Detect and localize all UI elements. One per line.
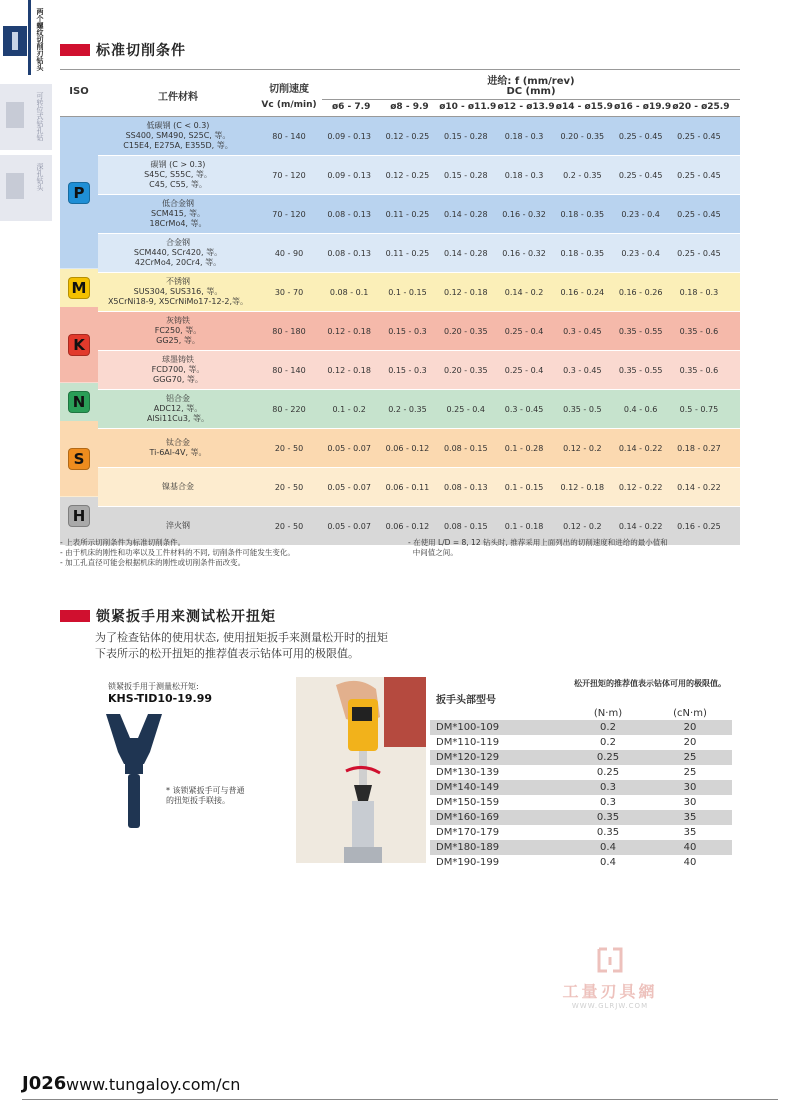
feed-cell: 0.18 - 0.3 [679,287,719,297]
nm-cell: 0.25 [596,767,620,778]
nm-cell: 0.35 [596,827,620,838]
iso-badge: P [68,182,90,204]
wrench-label: 锁紧扳手用于测量松开矩: [108,682,199,691]
header-size: ø6 - 7.9 [331,102,371,112]
feed-cell: 0.25 - 0.45 [677,248,721,258]
torque-row [430,780,732,795]
table-row [60,156,740,195]
torque-wrench-photo [296,677,426,863]
cnm-cell: 20 [683,722,697,733]
feed-cell: 0.06 - 0.11 [385,482,430,492]
torque-row [430,720,732,735]
feed-cell: 0.25 - 0.4 [504,365,544,375]
feed-cell: 0.35 - 0.55 [618,326,663,336]
feed-cell: 0.14 - 0.22 [618,521,663,531]
feed-cell: 0.18 - 0.35 [560,209,605,219]
table-row [60,390,740,429]
nm-cell: 0.35 [596,812,620,823]
material-line: SS400, SM490, S25C, 等。 [125,131,231,140]
feed-cell: 0.06 - 0.12 [385,443,430,453]
cutting-conditions-table [60,69,740,546]
feed-cell: 0.35 - 0.6 [679,365,719,375]
material-line: 碳钢 (C > 0.3) [150,160,206,169]
side-tabs [0,0,52,235]
feed-cell: 0.1 - 0.15 [388,287,427,297]
model-cell: DM*160-169 [436,812,500,823]
material-cell [98,390,258,428]
feed-cell: 0.23 - 0.4 [621,248,660,258]
material-line: GGG70, 等。 [153,375,203,384]
side-tab-active[interactable] [0,0,52,75]
section-bar [60,610,90,622]
feed-cell: 0.16 - 0.26 [618,287,663,297]
material-line: 低合金钢 [162,199,194,208]
tool-thumbnail-icon [6,173,24,199]
material-line: GG25, 等。 [156,336,200,345]
speed-cell: 80 - 220 [272,404,306,414]
feed-cell: 0.14 - 0.28 [443,248,488,258]
model-cell: DM*100-109 [436,722,500,733]
model-cell: DM*140-149 [436,782,500,793]
cnm-cell: 20 [683,737,697,748]
table-row [60,468,740,507]
page-number: J026 [22,1073,67,1094]
header-speed: 切削速度 [269,84,309,95]
feed-cell: 0.05 - 0.07 [327,482,371,492]
nm-cell: 0.25 [596,752,620,763]
feed-cell: 0.15 - 0.3 [388,326,427,336]
wrench-note-line: * 该锁紧扳手可与普通 [166,786,245,795]
table-row [60,273,740,312]
speed-cell: 20 - 50 [274,443,304,453]
model-cell: DM*190-199 [436,857,500,868]
feed-cell: 0.5 - 0.75 [679,404,719,414]
iso-badge: K [68,334,90,356]
unit-nm: (N·m) [593,707,623,719]
torque-row [430,855,732,870]
table-row [60,195,740,234]
feed-cell: 0.08 - 0.15 [443,521,488,531]
material-line: X5CrNi18-9, X5CrNiMo17-12-2,等。 [107,297,249,306]
wrench-note [166,786,245,806]
material-line: 灰铸铁 [165,316,190,325]
feed-cell: 0.25 - 0.4 [446,404,485,414]
cnm-cell: 30 [683,782,697,793]
wrench-model: KHS-TID10-19.99 [108,692,212,705]
header-feed: 进给: f (mm/rev) [487,76,575,87]
cnm-cell: 40 [683,842,697,853]
feed-cell: 0.25 - 0.45 [618,170,663,180]
material-line: 淬火钢 [166,521,190,530]
feed-cell: 0.25 - 0.4 [504,326,544,336]
table-body [60,117,740,546]
feed-cell: 0.3 - 0.45 [563,365,602,375]
feed-cell: 0.23 - 0.4 [621,209,660,219]
material-cell [98,429,258,467]
feed-cell: 0.20 - 0.35 [443,326,488,336]
speed-cell: 70 - 120 [272,170,306,180]
material-cell [98,468,258,506]
material-line: FCD700, 等。 [151,365,205,374]
header-vc: Vc (m/min) [261,100,317,110]
material-line: 钛合金 [165,438,190,447]
table-row [60,429,740,468]
section-header-cutting [60,40,186,60]
feed-cell: 0.25 - 0.45 [677,170,721,180]
feed-cell: 0.09 - 0.13 [327,170,371,180]
torque-row [430,750,732,765]
material-line: 不锈钢 [165,277,190,286]
speed-cell: 80 - 140 [272,131,306,141]
feed-cell: 0.05 - 0.07 [327,521,371,531]
feed-cell: 0.11 - 0.25 [385,209,430,219]
feed-cell: 0.20 - 0.35 [443,365,488,375]
section-title: 标准切削条件 [96,43,186,59]
material-cell [98,156,258,194]
feed-cell: 0.25 - 0.45 [677,209,721,219]
feed-cell: 0.14 - 0.2 [504,287,544,297]
feed-cell: 0.12 - 0.18 [327,365,371,375]
tool-thumbnail-icon [6,102,24,128]
iso-group-p [60,117,98,268]
section-header-torque [60,606,276,626]
material-line: ADC12, 等。 [153,404,203,413]
material-line: S45C, S55C, 等。 [144,170,212,179]
material-line: 42CrMo4, 20Cr4, 等。 [134,258,222,267]
feed-cell: 0.11 - 0.25 [385,248,430,258]
feed-cell: 0.14 - 0.22 [618,443,663,453]
torque-table-note: 松开扭矩的推荐值表示钻体可用的极限值。 [574,679,726,688]
speed-cell: 30 - 70 [274,287,304,297]
material-line: 低碳钢 (C < 0.3) [146,121,210,130]
torque-intro [95,630,388,662]
header-size: ø12 - ø13.9 [497,102,555,112]
material-line: C45, C55, 等。 [149,180,207,189]
footer-url[interactable]: www.tungaloy.com/cn [66,1075,241,1094]
feed-cell: 0.35 - 0.6 [679,326,719,336]
material-line: Ti-6Al-4V, 等。 [149,448,207,457]
header-size: ø10 - ø11.9 [439,102,497,112]
feed-cell: 0.20 - 0.35 [560,131,605,141]
feed-cell: 0.05 - 0.07 [327,443,371,453]
material-cell [98,312,258,350]
header-size: ø16 - ø19.9 [614,102,672,112]
cnm-cell: 35 [683,812,697,823]
nm-cell: 0.2 [600,722,616,733]
feed-cell: 0.18 - 0.35 [560,248,605,258]
intro-line: 下表所示的松开扭矩的推荐值表示钻体可用的极限值。 [95,647,359,660]
note-line: - 上表所示切削条件为标准切削条件。 [60,538,186,547]
torque-table [430,678,732,870]
iso-badge: M [68,277,90,299]
material-cell [98,117,258,155]
iso-group-s [60,421,98,496]
material-line: 镍基合金 [162,482,194,491]
feed-cell: 0.12 - 0.22 [618,482,663,492]
section-bar [60,44,90,56]
side-tab-2[interactable] [0,84,52,150]
torque-row [430,810,732,825]
feed-cell: 0.12 - 0.18 [443,287,488,297]
model-cell: DM*120-129 [436,752,500,763]
model-cell: DM*130-139 [436,767,500,778]
feed-cell: 0.4 - 0.6 [623,404,658,414]
iso-badge: S [68,448,90,470]
header-model: 扳手头部型号 [436,694,496,706]
iso-group-m [60,269,98,306]
feed-cell: 0.08 - 0.13 [327,248,371,258]
material-cell [98,273,258,311]
table-header [60,69,740,117]
feed-cell: 0.08 - 0.1 [329,287,369,297]
note-line: - 加工孔直径可能会根据机床的刚性或切削条件而改变。 [60,558,246,567]
feed-cell: 0.12 - 0.2 [563,521,602,531]
header-sizes [322,102,740,112]
speed-cell: 40 - 90 [274,248,304,258]
header-iso: ISO [69,86,89,97]
material-line: 球墨铸铁 [161,355,194,364]
model-cell: DM*110-119 [436,737,500,748]
notes-right [408,538,668,558]
feed-cell: 0.15 - 0.3 [388,365,427,375]
material-line: 铝合金 [165,394,190,403]
watermark-name: 工量刃具網 [562,982,658,1001]
notes-left [60,538,295,568]
table-row [60,117,740,156]
feed-cell: 0.3 - 0.45 [563,326,602,336]
material-line: FC250, 等。 [154,326,202,335]
feed-cell: 0.12 - 0.25 [385,131,430,141]
torque-table-body [430,720,732,870]
iso-badge: H [68,505,90,527]
header-size: ø14 - ø15.9 [555,102,613,112]
material-cell [98,234,258,272]
model-cell: DM*180-189 [436,842,500,853]
material-cell [98,195,258,233]
header-size: ø20 - ø25.9 [672,102,730,112]
feed-cell: 0.18 - 0.27 [677,443,721,453]
active-tab-indicator [28,0,31,75]
feed-cell: 0.35 - 0.55 [618,365,663,375]
nm-cell: 0.4 [600,857,616,868]
feed-cell: 0.09 - 0.13 [327,131,371,141]
torque-row [430,840,732,855]
feed-cell: 0.08 - 0.15 [443,443,488,453]
footer-divider [22,1099,778,1100]
feed-cell: 0.16 - 0.32 [502,209,546,219]
torque-table-units [430,706,732,720]
nm-cell: 0.2 [600,737,616,748]
feed-cell: 0.1 - 0.2 [332,404,366,414]
feed-cell: 0.14 - 0.22 [677,482,721,492]
feed-cell: 0.3 - 0.45 [504,404,544,414]
intro-line: 为了检查钻体的使用状态, 使用扭矩扳手来测量松开时的扭矩 [95,631,388,644]
cnm-cell: 40 [683,857,697,868]
section-title: 锁紧扳手用来测试松开扭矩 [96,609,276,625]
cnm-cell: 25 [683,752,697,763]
feed-cell: 0.18 - 0.3 [504,131,544,141]
speed-cell: 70 - 120 [272,209,306,219]
iso-group-h [60,497,98,534]
speed-cell: 20 - 50 [274,482,304,492]
feed-cell: 0.2 - 0.35 [563,170,602,180]
speed-cell: 20 - 50 [274,521,304,531]
material-line: SUS304, SUS316, 等。 [133,287,223,296]
feed-cell: 0.12 - 0.18 [327,326,371,336]
feed-cell: 0.08 - 0.13 [443,482,488,492]
torque-table-header [430,690,732,706]
torque-row [430,735,732,750]
feed-cell: 0.1 - 0.18 [504,521,544,531]
table-row [60,312,740,351]
feed-cell: 0.16 - 0.32 [502,248,546,258]
nm-cell: 0.3 [600,797,616,808]
feed-cell: 0.12 - 0.2 [563,443,602,453]
feed-cell: 0.12 - 0.25 [385,170,430,180]
side-tab-3[interactable] [0,155,52,221]
note-line: - 在使用 L/D = 8, 12 钻头时, 推荐采用上面列出的切削速度和进给的最小值和 [408,538,668,547]
header-dc: DC (mm) [506,86,556,97]
speed-cell: 80 - 180 [272,326,306,336]
speed-cell: 80 - 140 [272,365,306,375]
header-material: 工件材料 [158,92,198,103]
material-line: C15E4, E275A, E355D, 等。 [123,141,233,150]
model-cell: DM*150-159 [436,797,500,808]
feed-cell: 0.16 - 0.25 [677,521,721,531]
feed-cell: 0.06 - 0.12 [385,521,430,531]
feed-cell: 0.1 - 0.15 [504,482,544,492]
feed-cell: 0.2 - 0.35 [388,404,427,414]
feed-cell: 0.14 - 0.28 [443,209,488,219]
iso-group-n [60,383,98,420]
cnm-cell: 25 [683,767,697,778]
model-cell: DM*170-179 [436,827,500,838]
watermark-url: WWW.GLRJW.COM [571,1002,649,1010]
iso-group-k [60,307,98,382]
unit-cnm: (cN·m) [673,707,707,719]
feed-cell: 0.16 - 0.24 [560,287,605,297]
wrench-note-line: 的扭矩扳手联接。 [166,796,230,805]
hand-with-torque-wrench [296,677,426,863]
table-row [60,234,740,273]
table-row [60,351,740,390]
cnm-cell: 35 [683,827,697,838]
feed-cell: 0.15 - 0.28 [443,131,488,141]
side-tab-label: 两个螺纹切削刃钻头 [36,8,44,71]
side-tab-label: 可转位式钻孔钻 [36,92,44,141]
note-line: 中间值之间。 [408,548,458,557]
note-line: - 由于机床的刚性和功率以及工件材料的不同, 切削条件可能发生变化。 [60,548,295,557]
header-size: ø8 - 9.9 [390,102,429,112]
torque-row [430,825,732,840]
wrench-image [104,712,164,830]
material-line: SCM415, 等。 [151,209,205,218]
feed-cell: 0.08 - 0.13 [327,209,371,219]
nm-cell: 0.4 [600,842,616,853]
cnm-cell: 30 [683,797,697,808]
material-line: 18CrMo4, 等。 [149,219,207,228]
feed-cell: 0.12 - 0.18 [560,482,605,492]
feed-cell: 0.1 - 0.28 [504,443,544,453]
header-divider [322,99,740,100]
feed-cell: 0.25 - 0.45 [677,131,721,141]
nm-cell: 0.3 [600,782,616,793]
material-line: AlSi11Cu3, 等。 [146,414,209,423]
feed-cell: 0.35 - 0.5 [563,404,602,414]
feed-cell: 0.18 - 0.3 [504,170,544,180]
watermark [540,945,680,1010]
iso-badge: N [68,391,90,413]
torque-row [430,765,732,780]
drill-thumbnail-icon [3,26,27,56]
feed-cell: 0.15 - 0.28 [443,170,488,180]
material-line: SCM440, SCr420, 等。 [133,248,223,257]
torque-row [430,795,732,810]
watermark-logo-icon [595,945,625,975]
feed-cell: 0.25 - 0.45 [618,131,663,141]
side-tab-label: 深孔钻头 [36,163,44,191]
material-line: 合金钢 [165,238,190,247]
material-cell [98,351,258,389]
